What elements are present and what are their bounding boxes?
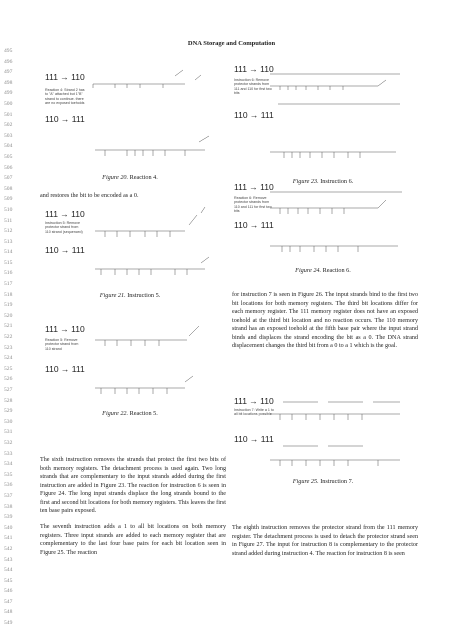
line-number: 516 [4, 270, 13, 277]
figure-24 [228, 180, 413, 280]
line-number: 530 [4, 418, 13, 425]
figure-caption [75, 410, 185, 417]
line-number: 518 [4, 291, 13, 298]
caption-label: Figure 24. [295, 267, 322, 274]
running-header: DNA Storage and Computation [187, 40, 276, 47]
line-number: 520 [4, 312, 13, 319]
line-number: 528 [4, 397, 13, 404]
register-label-top: 111 → 110 [234, 396, 274, 406]
figure-23 [228, 60, 413, 190]
line-number: 541 [4, 535, 13, 542]
line-number: 540 [4, 524, 13, 531]
line-number: 498 [4, 79, 13, 86]
figure-20 [35, 66, 220, 186]
line-number: 517 [4, 281, 13, 288]
line-number: 524 [4, 355, 13, 362]
line-number: 515 [4, 259, 13, 266]
figure-note: Reaction 5: Remove protector strand from 110 strand [45, 338, 79, 351]
figure-caption [75, 292, 185, 299]
line-number: 546 [4, 588, 13, 595]
line-number: 521 [4, 323, 13, 330]
figure-caption [268, 478, 378, 485]
line-number: 545 [4, 577, 13, 584]
line-number: 506 [4, 164, 13, 171]
caption-label: Figure 21. [99, 292, 126, 299]
figure-caption [268, 267, 378, 274]
line-number: 511 [4, 217, 13, 224]
line-number: 512 [4, 228, 13, 235]
caption-text: Instruction 6. [318, 178, 354, 185]
register-label-top: 111 → 110 [45, 209, 85, 219]
register-label-top: 111 → 110 [234, 64, 274, 74]
line-number: 532 [4, 439, 13, 446]
line-number: 514 [4, 249, 13, 256]
register-label-bottom: 110 → 111 [45, 114, 85, 124]
paragraph-instruction-7-intro: The seventh instruction adds a 1 to all bit locations on both memory registers. Three input strands are added to each memory register that are complementary to the last four base pairs for each bit location seen in Figure 25. The reaction [40, 524, 226, 556]
line-number: 519 [4, 302, 13, 309]
line-number: 533 [4, 450, 13, 457]
figure-note: Instruction 6: Remove protector strands from 111 and 110 for first two bits [234, 78, 272, 96]
caption-label: Figure 23. [292, 178, 319, 185]
caption-text: Instruction 5. [125, 292, 161, 299]
register-label-bottom: 110 → 111 [45, 364, 85, 374]
line-number: 538 [4, 503, 13, 510]
line-number: 513 [4, 238, 13, 245]
line-number: 496 [4, 58, 13, 65]
line-number: 547 [4, 598, 13, 605]
register-label-bottom: 110 → 111 [45, 245, 85, 255]
figure-21 [35, 205, 220, 305]
line-number: 548 [4, 609, 13, 616]
line-number: 508 [4, 185, 13, 192]
line-number: 535 [4, 471, 13, 478]
strand-diagram [228, 390, 413, 480]
caption-text: Instruction 7. [318, 478, 354, 485]
line-number: 502 [4, 122, 13, 129]
line-number: 505 [4, 153, 13, 160]
figure-note: Reaction 6: Remove protector strands from 110 and 111 for first two bits [234, 196, 272, 214]
line-number: 522 [4, 334, 13, 341]
line-number: 504 [4, 143, 13, 150]
line-number: 500 [4, 100, 13, 107]
line-number: 510 [4, 206, 13, 213]
line-number: 542 [4, 545, 13, 552]
strand-diagram [35, 320, 220, 410]
register-label-bottom: 110 → 111 [234, 434, 274, 444]
line-number: 536 [4, 482, 13, 489]
line-number: 507 [4, 175, 13, 182]
strand-diagram [228, 180, 413, 270]
line-number: 549 [4, 620, 13, 627]
register-label-top: 111 → 110 [45, 72, 85, 82]
line-number: 531 [4, 429, 13, 436]
figure-note: Instruction 7: Write a 1 to all bit locations possible [234, 408, 274, 417]
line-number: 523 [4, 344, 13, 351]
strand-diagram [35, 205, 220, 295]
line-number: 539 [4, 514, 13, 521]
figure-caption [75, 174, 185, 181]
paragraph-instruction-7: for instruction 7 is seen in Figure 26. The input strands bind to the first two bit locations for both memory registers. The third bit locations differ for each memory register. The 111 memory register does not have an exposed toehold at the third bit location and no reaction occurs. The 110 memory strand has an exposed toehold at the fifth base pair where the input strand binds and displaces the strand encoding the bit as a 0. The DNA strand displacement changes the third bit from a 0 to a 1 which is the goal. [232, 292, 418, 349]
line-number: 529 [4, 408, 13, 415]
line-number: 497 [4, 69, 13, 76]
line-number: 527 [4, 387, 13, 393]
register-label-top: 111 → 110 [45, 324, 85, 334]
figure-note: Instruction 5: Remove protector strand from 110 strand (sequenced) [45, 221, 83, 234]
line-number: 499 [4, 90, 13, 97]
paragraph-instruction-8: The eighth instruction removes the protector strand from the 111 memory register. The detachment process is used to detach the protector strand seen in Figure 27. The input for instruction 8 is complementary to the protector strand added during instruction 4. The reaction for instruction 8 is seen [232, 525, 418, 557]
figure-22 [35, 320, 220, 420]
line-numbers [4, 46, 26, 629]
line-number: 537 [4, 492, 13, 499]
caption-text: Reaction 6. [321, 267, 351, 274]
figure-note: Reaction 4: Strand 2 has to "A" attached but 1"B" strand to continue. there are no exposed toeholds [45, 88, 85, 106]
line-number: 525 [4, 365, 13, 372]
caption-label: Figure 22. [102, 410, 129, 417]
caption-text: Reaction 5. [128, 410, 158, 417]
line-number: 526 [4, 376, 13, 383]
strand-diagram [228, 60, 413, 170]
paragraph-restore: and restores the bit to be encoded as a 0. [40, 193, 139, 199]
paragraph-instruction-6: The sixth instruction removes the strands that protect the first two bits of both memory registers. The detachment process is used again. Two long strands that are complementary to the input strands added during the first instruction are added in Figure 23. The reaction for instruction 6 is seen in Figure 24. The long input strands displace the long strands bound to the first and second bit locations for both memory registers. This leaves the first ten base pairs exposed. [40, 457, 226, 514]
line-number: 543 [4, 556, 13, 563]
caption-text: Reaction 4. [128, 174, 158, 181]
register-label-bottom: 110 → 111 [234, 220, 274, 230]
line-number: 534 [4, 461, 13, 468]
line-number: 544 [4, 567, 13, 574]
line-number: 501 [4, 111, 13, 118]
line-number: 495 [4, 48, 13, 54]
caption-label: Figure 25. [292, 478, 319, 485]
strand-diagram [35, 66, 220, 176]
figure-25 [228, 390, 413, 490]
line-number: 503 [4, 132, 13, 139]
line-number: 509 [4, 196, 13, 203]
register-label-top: 111 → 110 [234, 182, 274, 192]
register-label-bottom: 110 → 111 [234, 110, 274, 120]
caption-label: Figure 20. [102, 174, 129, 181]
